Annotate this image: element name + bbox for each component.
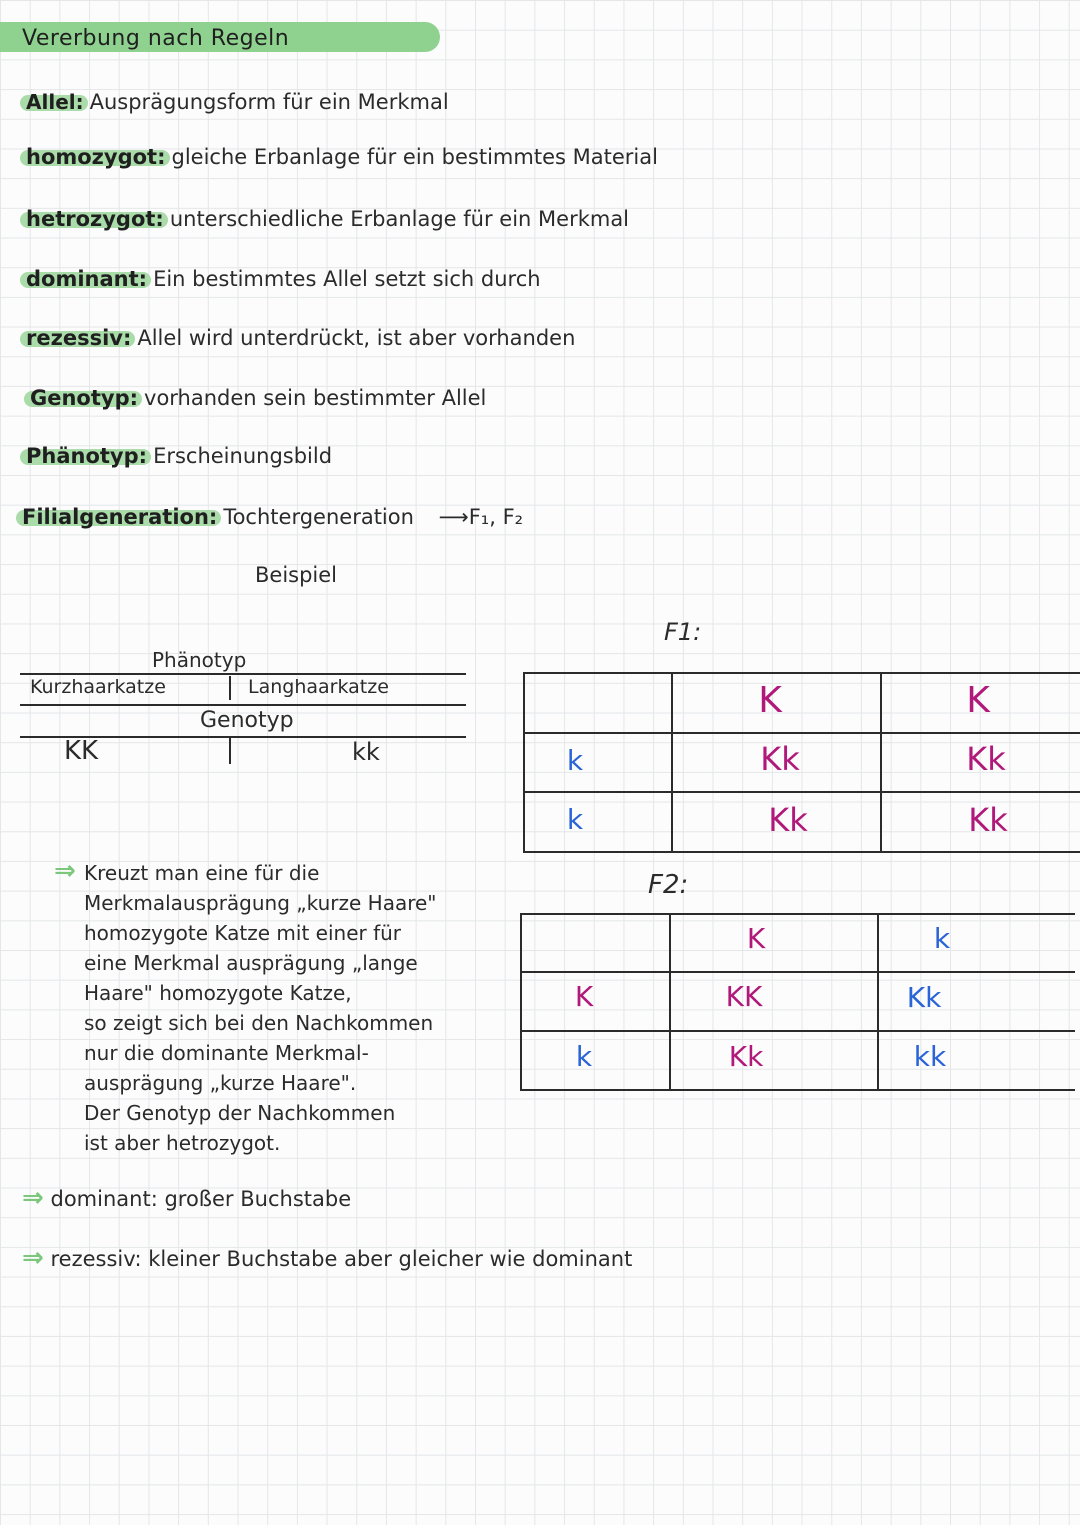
grid-line [523,851,1080,853]
generation-symbols: F₁, F₂ [468,505,524,529]
grid-line [520,1030,1075,1032]
grid-line [520,971,1075,973]
definition-hetrozygot [24,207,629,231]
grid-line [520,913,522,1091]
grid-line [877,913,879,1091]
term: homozygot: [26,145,166,169]
explanation-line: Der Genotyp der Nachkommen [84,1101,396,1125]
f2-header-allele: k [933,922,951,955]
f2-row-allele: k [575,1040,593,1073]
term: rezessiv: [26,326,132,350]
grid-line [523,791,1080,793]
explanation-line: so zeigt sich bei den Nachkommen [84,1011,434,1035]
note-rezessiv [22,1243,632,1273]
genotype-kk-recessive: kk [352,738,380,766]
definition-allel [24,90,449,114]
term: dominant: [26,267,148,291]
double-arrow-icon: ⇒ [22,1243,44,1273]
f2-row-allele: K [574,980,594,1013]
term: Allel: [26,90,84,114]
grid-line [669,913,671,1091]
definition-dominant [24,267,541,291]
term: hetrozygot: [26,207,164,231]
definition-text: vorhanden sein bestimmter Allel [144,386,487,410]
f1-offspring: Kk [966,740,1006,778]
definition-text: Ein bestimmtes Allel setzt sich durch [153,267,541,291]
explanation-line: homozygote Katze mit einer für [84,921,402,945]
f2-offspring: kk [913,1040,947,1073]
note-dominant [22,1183,351,1213]
f1-offspring: Kk [768,801,808,839]
definition-homozygot [24,145,658,169]
right-arrow-icon: ⟶ [438,505,469,529]
grid-line [671,672,673,853]
explanation-line: eine Merkmal ausprägung „lange [84,951,418,975]
note-term: dominant [50,1187,151,1211]
definition-text: Ausprägungsform für ein Merkmal [89,90,449,114]
explanation-line: ausprägung „kurze Haare". [84,1071,357,1095]
grid-line [523,672,525,853]
term: Filialgeneration: [22,505,218,529]
f2-label: F2: [648,870,689,900]
note-text: : kleiner Buchstabe aber gleicher wie dominant [134,1247,633,1271]
genotype-kk-dominant: KK [64,736,99,766]
table-line [20,673,466,675]
col-langhaar: Langhaarkatze [248,676,389,698]
explanation-line: nur die dominante Merkmal- [84,1041,369,1065]
definition-phaenotyp [24,444,332,468]
f1-header-allele: K [758,680,782,721]
grid-line [523,672,1080,674]
explanation-line: ist aber hetrozygot. [84,1131,281,1155]
explanation-line: Kreuzt man eine für die [84,861,320,885]
note-text: : großer Buchstabe [150,1187,352,1211]
f2-offspring: Kk [906,981,942,1014]
f1-header-allele: K [966,680,990,721]
explanation-line: Merkmalausprägung „kurze Haare" [84,891,437,915]
f1-row-allele: k [566,803,584,836]
table-line [20,704,466,706]
term: Phänotyp: [26,444,148,468]
definition-filialgeneration [20,505,523,529]
f2-offspring: KK [725,980,763,1013]
example-heading: Beispiel [255,563,338,587]
table-divider [229,676,231,700]
f1-label: F1: [664,618,702,646]
grid-line [523,732,1080,734]
f1-row-allele: k [566,744,584,777]
page-title: Vererbung nach Regeln [22,26,290,51]
note-term: rezessiv [50,1247,135,1271]
double-arrow-icon: ⇒ [54,856,76,886]
table-divider [229,738,231,764]
grid-line [520,913,1075,915]
f1-offspring: Kk [760,740,800,778]
grid-line [520,1089,1075,1091]
explanation-paragraph [84,858,504,1158]
f1-offspring: Kk [968,801,1008,839]
definition-text: Allel wird unterdrückt, ist aber vorhanden [137,326,576,350]
definition-text: gleiche Erbanlage für ein bestimmtes Material [171,145,658,169]
definition-text: Erscheinungsbild [153,444,333,468]
phenotype-label: Phänotyp [152,648,247,672]
col-kurzhaar: Kurzhaarkatze [30,676,166,698]
definition-rezessiv [24,326,575,350]
definition-text: Tochtergeneration [223,505,414,529]
f2-header-allele: K [746,922,766,955]
definition-text: unterschiedliche Erbanlage für ein Merkmal [169,207,630,231]
genotype-label: Genotyp [200,708,294,733]
explanation-line: Haare" homozygote Katze, [84,981,352,1005]
f2-offspring: Kk [728,1040,764,1073]
grid-line [880,672,882,853]
term: Genotyp: [30,386,139,410]
double-arrow-icon: ⇒ [22,1183,44,1213]
definition-genotyp [28,386,486,410]
